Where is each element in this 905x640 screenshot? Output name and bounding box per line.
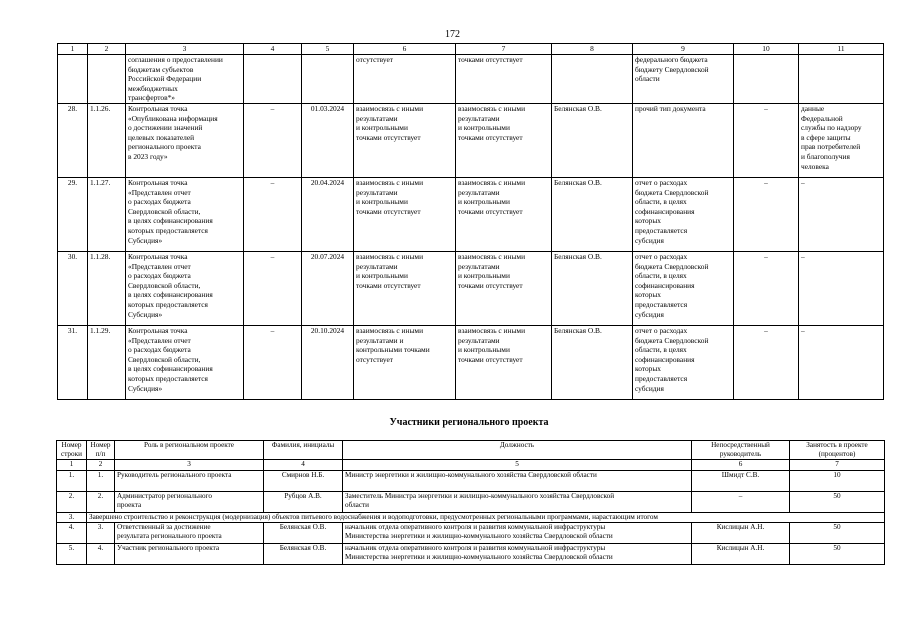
- predecessor-links: взаимосвязь с иными результатами и контрольными точками отсутствует: [354, 177, 456, 251]
- participants-numbers-row: [57, 460, 885, 470]
- control-point-name: соглашения о предоставлении бюджетам субъектов Российской Федерации межбюджетных трансфертов*»: [126, 55, 244, 104]
- data-source: –: [799, 177, 884, 251]
- header-name: Фамилия, инициалы: [264, 441, 343, 460]
- participant-row: [57, 543, 885, 564]
- row-number: 3.: [57, 512, 87, 522]
- page-number: 172: [445, 29, 460, 40]
- participant-load: 10: [790, 470, 885, 491]
- participant-name: Рубцов А.В.: [264, 491, 343, 512]
- successor-links: взаимосвязь с иными результатами и контрольными точками отсутствует: [456, 251, 552, 325]
- participant-position: начальник отдела оперативного контроля и развития коммунальной инфраструктуры Министерства энергетики и жилищно-коммунального хозяйства Свердловской области: [343, 522, 692, 543]
- control-point-row: [58, 177, 884, 251]
- col-4: –: [244, 251, 302, 325]
- predecessor-links: отсутствует: [354, 55, 456, 104]
- col-number: 2: [87, 460, 115, 470]
- responsible: Белянская О.В.: [552, 251, 633, 325]
- column-number: 9: [633, 44, 734, 55]
- header-position: Должность: [343, 441, 692, 460]
- date: 20.04.2024: [302, 177, 354, 251]
- responsible: Белянская О.В.: [552, 325, 633, 399]
- col-number: 4: [264, 460, 343, 470]
- data-source: данные Федеральной службы по надзору в сфере защиты прав потребителей и благополучия человека: [799, 103, 884, 177]
- participant-name: Белянская О.В.: [264, 543, 343, 564]
- participant-name: Белянская О.В.: [264, 522, 343, 543]
- pp-number: 3.: [87, 522, 115, 543]
- successor-links: точками отсутствует: [456, 55, 552, 104]
- row-number: 4.: [57, 522, 87, 543]
- header-row-no: Номер строки: [57, 441, 87, 460]
- col-10: –: [734, 251, 799, 325]
- responsible: Белянская О.В.: [552, 177, 633, 251]
- header-supervisor: Непосредственный руководитель: [692, 441, 790, 460]
- col-10: –: [734, 177, 799, 251]
- result-row: [57, 512, 885, 522]
- control-point-row: [58, 103, 884, 177]
- row-number: 1.: [57, 470, 87, 491]
- result-text: Завершено строительство и реконструкция (модернизация) объектов питьевого водоснабжения и водоподготовки, предусмотренных региональными программами, нарастающим итогом: [87, 512, 885, 522]
- column-number-row: [58, 44, 884, 55]
- date: 20.07.2024: [302, 251, 354, 325]
- successor-links: взаимосвязь с иными результатами и контрольными точками отсутствует: [456, 103, 552, 177]
- column-number: 5: [302, 44, 354, 55]
- successor-links: взаимосвязь с иными результатами и контрольными точками отсутствует: [456, 177, 552, 251]
- pp-number: 2.: [87, 491, 115, 512]
- column-number: 8: [552, 44, 633, 55]
- header-role: Роль в региональном проекте: [115, 441, 264, 460]
- row-number: 5.: [57, 543, 87, 564]
- code: 1.1.29.: [88, 325, 126, 399]
- column-number: 11: [799, 44, 884, 55]
- document-type: отчет о расходах бюджета Свердловской области, в целях софинансирования которых предоставляется субсидия: [633, 177, 734, 251]
- row-number: 31.: [58, 325, 88, 399]
- col-4: –: [244, 325, 302, 399]
- header-load: Занятость в проекте (процентов): [790, 441, 885, 460]
- participant-position: начальник отдела оперативного контроля и развития коммунальной инфраструктуры Министерства энергетики и жилищно-коммунального хозяйства Свердловской области: [343, 543, 692, 564]
- predecessor-links: взаимосвязь с иными результатами и контрольными точками отсутствует: [354, 103, 456, 177]
- participant-name: Смирнов Н.Б.: [264, 470, 343, 491]
- header-pp-no: Номер п/п: [87, 441, 115, 460]
- participant-supervisor: Кислицын А.Н.: [692, 543, 790, 564]
- col-4: –: [244, 103, 302, 177]
- col-10: [734, 55, 799, 104]
- pp-number: 1.: [87, 470, 115, 491]
- document-type: прочий тип документа: [633, 103, 734, 177]
- participant-supervisor: Шмидт С.В.: [692, 470, 790, 491]
- document-type: федерального бюджета бюджету Свердловской области: [633, 55, 734, 104]
- participant-position: Министр энергетики и жилищно-коммунального хозяйства Свердловской области: [343, 470, 692, 491]
- col-4: [244, 55, 302, 104]
- col-4: –: [244, 177, 302, 251]
- col-10: –: [734, 103, 799, 177]
- column-number: 6: [354, 44, 456, 55]
- control-point-row: [58, 55, 884, 104]
- col-number: 3: [115, 460, 264, 470]
- participant-load: 50: [790, 543, 885, 564]
- row-number: [58, 55, 88, 104]
- row-number: 30.: [58, 251, 88, 325]
- participant-role: Администратор регионального проекта: [115, 491, 264, 512]
- section-title: Участники регионального проекта: [389, 417, 549, 428]
- control-point-name: Контрольная точка «Представлен отчет о расходах бюджета Свердловской области, в целях софинансирования которых предоставляется Субсидия»: [126, 325, 244, 399]
- control-point-row: [58, 251, 884, 325]
- data-source: –: [799, 251, 884, 325]
- code: [88, 55, 126, 104]
- column-number: 1: [58, 44, 88, 55]
- participant-position: Заместитель Министра энергетики и жилищно-коммунального хозяйства Свердловской области: [343, 491, 692, 512]
- column-number: 4: [244, 44, 302, 55]
- column-number: 3: [126, 44, 244, 55]
- date: 01.03.2024: [302, 103, 354, 177]
- participants-table: [56, 440, 885, 565]
- date: [302, 55, 354, 104]
- document-type: отчет о расходах бюджета Свердловской области, в целях софинансирования которых предоставляется субсидия: [633, 325, 734, 399]
- column-number: 10: [734, 44, 799, 55]
- row-number: 2.: [57, 491, 87, 512]
- data-source: –: [799, 325, 884, 399]
- participants-header-row: [57, 441, 885, 460]
- date: 20.10.2024: [302, 325, 354, 399]
- control-point-name: Контрольная точка «Опубликована информация о достижении значений целевых показателей регионального проекта в 2023 году»: [126, 103, 244, 177]
- participant-load: 50: [790, 491, 885, 512]
- code: 1.1.27.: [88, 177, 126, 251]
- control-point-name: Контрольная точка «Представлен отчет о расходах бюджета Свердловской области, в целях софинансирования которых предоставляется Субсидия»: [126, 177, 244, 251]
- col-10: –: [734, 325, 799, 399]
- pp-number: 4.: [87, 543, 115, 564]
- code: 1.1.26.: [88, 103, 126, 177]
- data-source: [799, 55, 884, 104]
- participant-role: Участник регионального проекта: [115, 543, 264, 564]
- col-number: 7: [790, 460, 885, 470]
- participant-load: 50: [790, 522, 885, 543]
- code: 1.1.28.: [88, 251, 126, 325]
- col-number: 6: [692, 460, 790, 470]
- row-number: 28.: [58, 103, 88, 177]
- responsible: Белянская О.В.: [552, 103, 633, 177]
- participant-row: [57, 470, 885, 491]
- column-number: 2: [88, 44, 126, 55]
- participant-supervisor: –: [692, 491, 790, 512]
- col-number: 5: [343, 460, 692, 470]
- participant-role: Руководитель регионального проекта: [115, 470, 264, 491]
- column-number: 7: [456, 44, 552, 55]
- control-point-row: [58, 325, 884, 399]
- predecessor-links: взаимосвязь с иными результатами и контрольными точками отсутствует: [354, 251, 456, 325]
- row-number: 29.: [58, 177, 88, 251]
- control-point-name: Контрольная точка «Представлен отчет о расходах бюджета Свердловской области, в целях софинансирования которых предоставляется Субсидия»: [126, 251, 244, 325]
- predecessor-links: взаимосвязь с иными результатами и контрольными точками отсутствует: [354, 325, 456, 399]
- participant-row: [57, 522, 885, 543]
- col-number: 1: [57, 460, 87, 470]
- document-type: отчет о расходах бюджета Свердловской области, в целях софинансирования которых предоставляется субсидия: [633, 251, 734, 325]
- participant-row: [57, 491, 885, 512]
- responsible: [552, 55, 633, 104]
- successor-links: взаимосвязь с иными результатами и контрольными точками отсутствует: [456, 325, 552, 399]
- control-points-table: [57, 43, 884, 400]
- participant-supervisor: Кислицын А.Н.: [692, 522, 790, 543]
- participant-role: Ответственный за достижение результата регионального проекта: [115, 522, 264, 543]
